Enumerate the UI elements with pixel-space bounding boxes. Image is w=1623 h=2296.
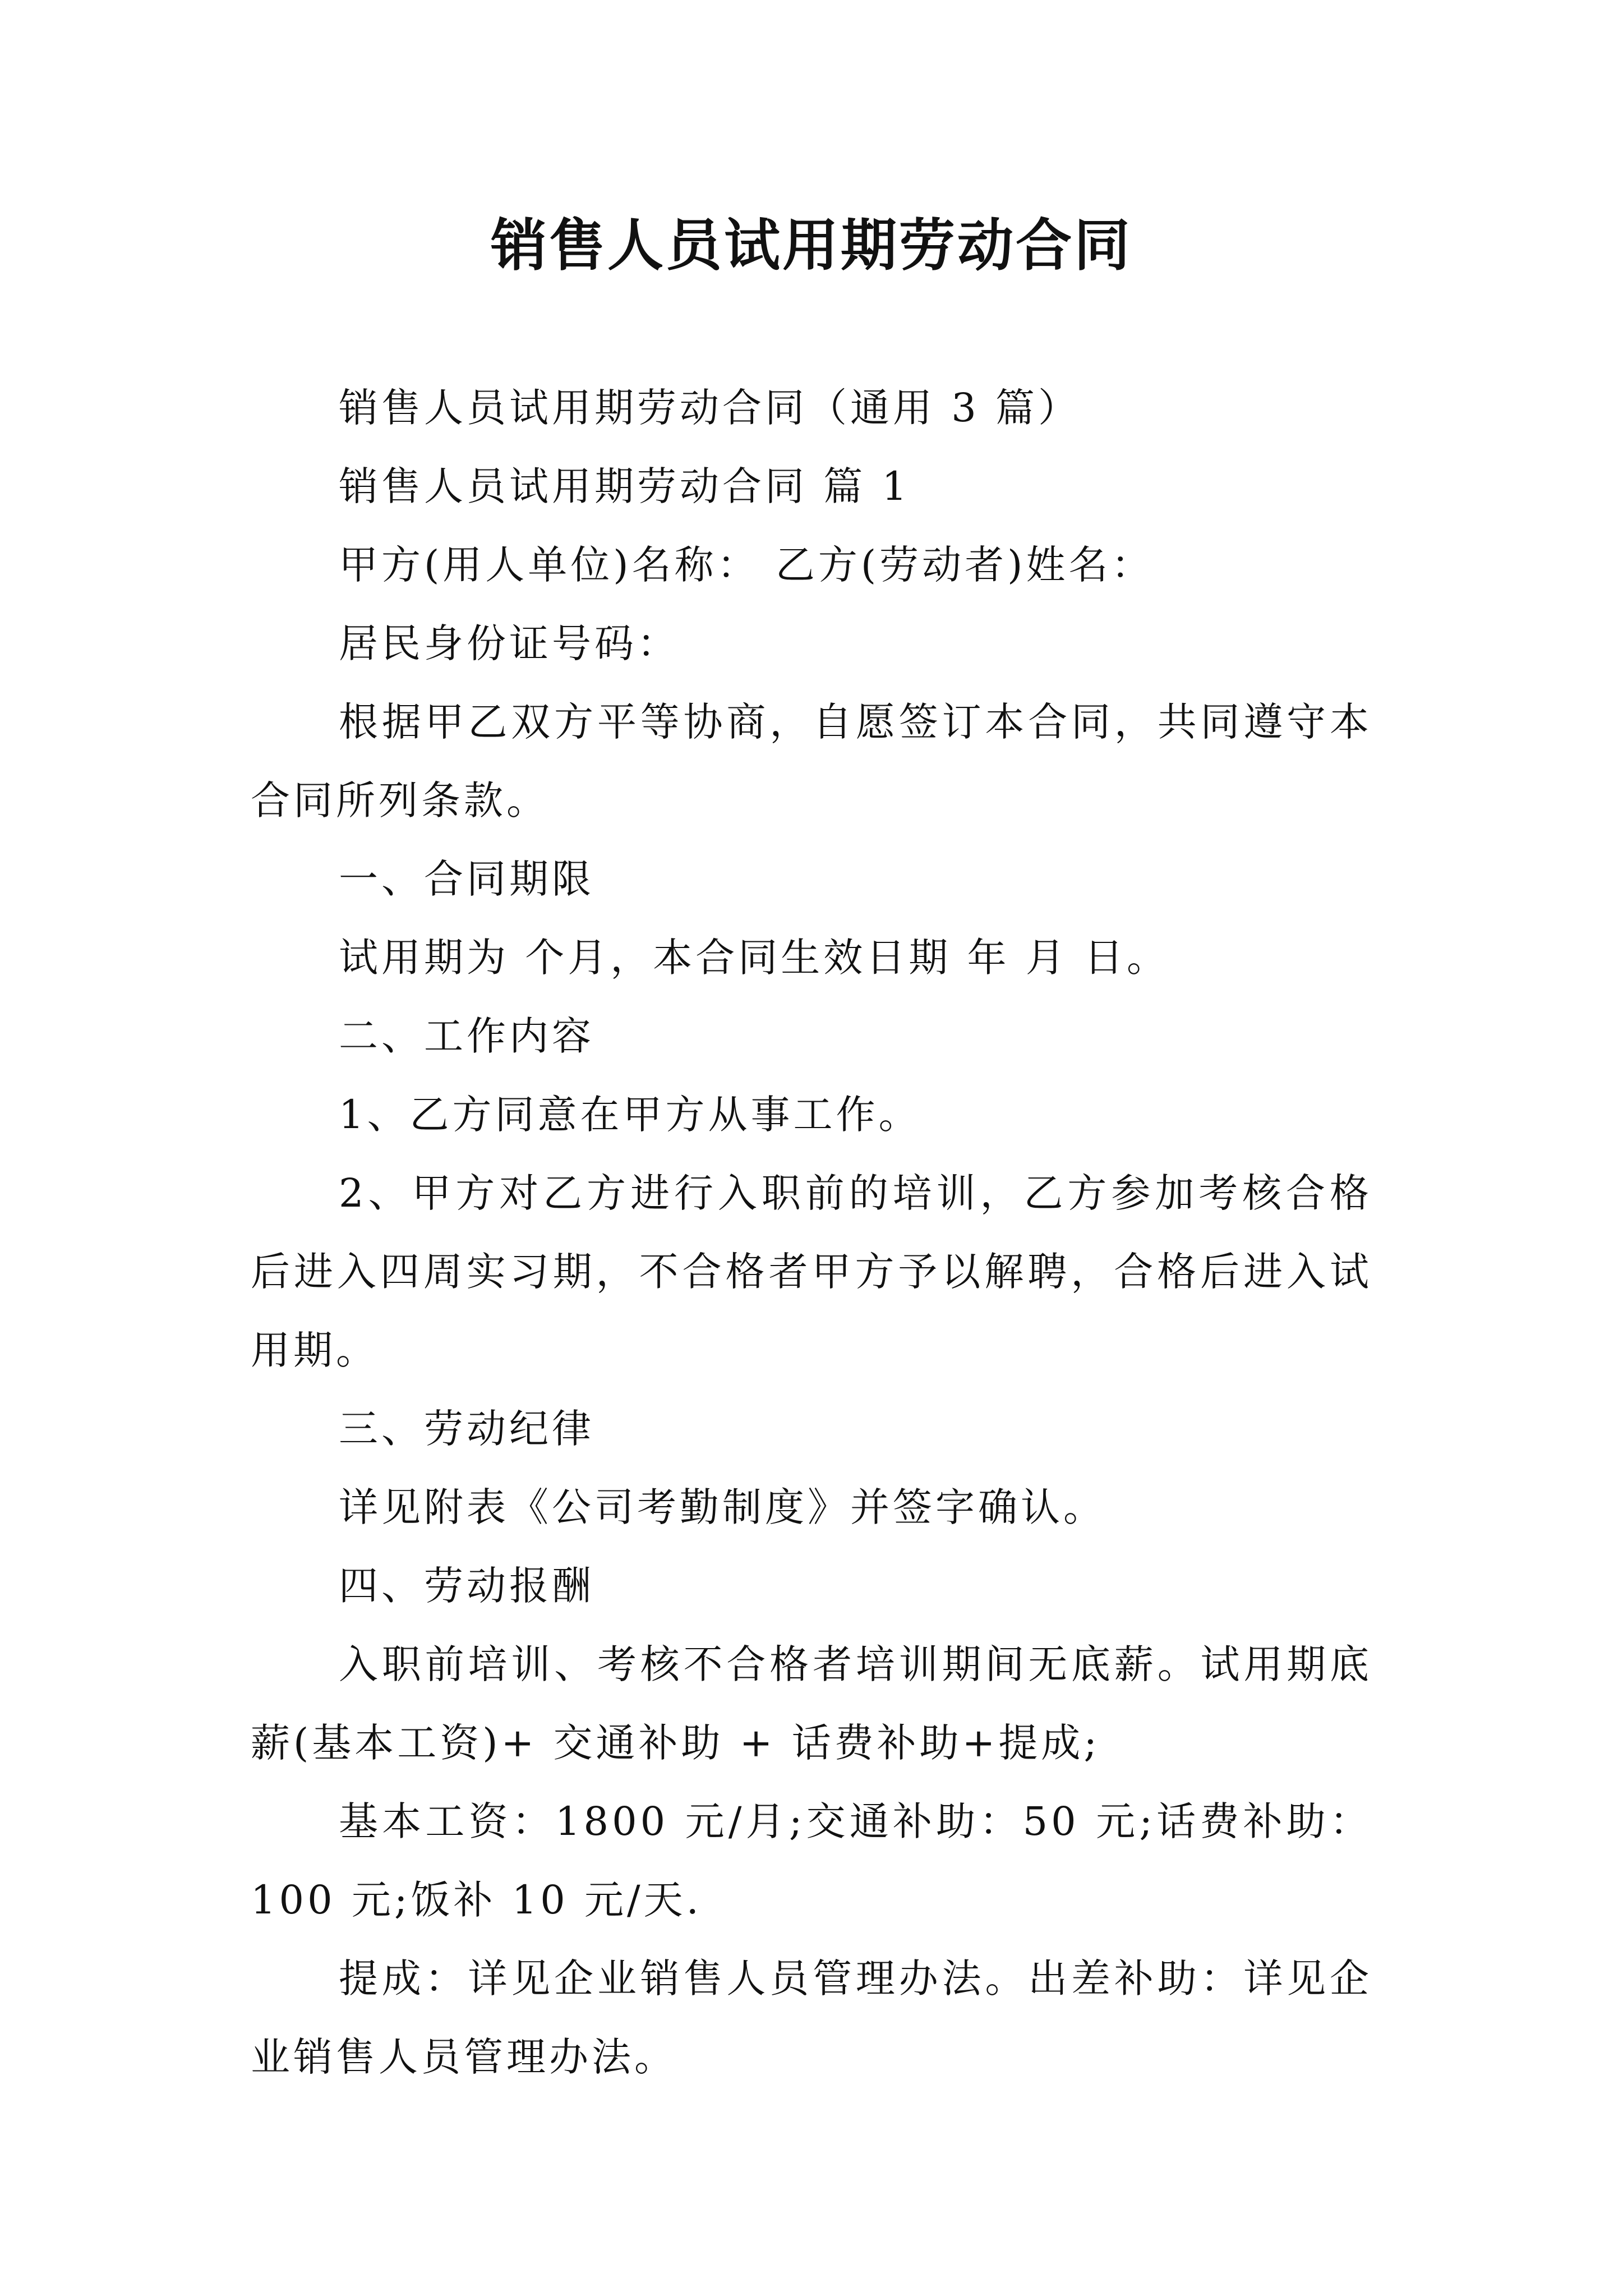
paragraph-work-2: 2、甲方对乙方进行入职前的培训，乙方参加考核合格后进入四周实习期，不合格者甲方予以解聘，合格后进入试用期。 (251, 1170, 1372, 1373)
paragraph-commission: 提成：详见企业销售人员管理办法。出差补助：详见企业销售人员管理办法。 (251, 1955, 1372, 2080)
paragraph-pay-2: 基本工资：1800 元/月;交通补助：50 元;话费补助：100 元;饭补 10 元/天. (251, 1798, 1372, 1923)
paragraph-preamble: 根据甲乙双方平等协商，自愿签订本合同，共同遵守本合同所列条款。 (251, 699, 1372, 823)
paragraph-id-number: 居民身份证号码： (339, 620, 680, 666)
paragraph-section-heading: 销售人员试用期劳动合同 篇 1 (339, 463, 911, 509)
paragraph-discipline: 详见附表《公司考勤制度》并签字确认。 (339, 1484, 1106, 1530)
paragraph-work-1: 1、乙方同意在甲方从事工作。 (339, 1092, 921, 1138)
paragraph-parties: 甲方(用人单位)名称： 乙方(劳动者)姓名： (339, 542, 1154, 588)
paragraph-pay-1: 入职前培训、考核不合格者培训期间无底薪。试用期底薪(基本工资)+ 交通补助 + 话费补助+提成; (251, 1641, 1372, 1766)
document-title: 销售人员试用期劳动合同 (491, 213, 1132, 278)
document-body (251, 369, 1372, 2096)
paragraph-heading-pay: 四、劳动报酬 (339, 1563, 594, 1609)
paragraph-heading-discipline: 三、劳动纪律 (339, 1406, 594, 1452)
paragraph-heading-term: 一、合同期限 (339, 856, 594, 902)
paragraph-probation-period: 试用期为 个月，本合同生效日期 年 月 日。 (339, 935, 1170, 981)
paragraph-heading-work: 二、工作内容 (339, 1013, 594, 1059)
paragraph-subtitle: 销售人员试用期劳动合同（通用 3 篇） (339, 385, 1081, 431)
